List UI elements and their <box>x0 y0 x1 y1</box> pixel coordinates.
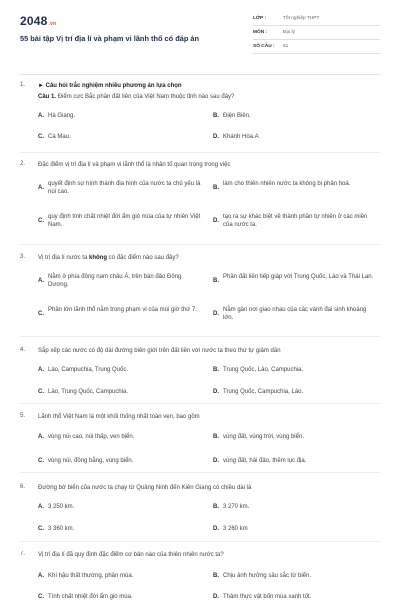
site-logo[interactable] <box>20 14 56 28</box>
option-text: 3 270 km. <box>223 504 250 510</box>
meta-row-class <box>253 12 380 26</box>
option-text: Phần đất liền tiếp giáp với Trung Quốc, Lào và Thái Lan. <box>223 274 374 280</box>
option-text: Cà Mau. <box>48 134 71 140</box>
question-body: Điểm cực Bắc phần đất liền của Việt Nam thuộc tỉnh nào sau đây? <box>57 94 235 100</box>
option-letter: C. <box>38 218 44 224</box>
option-text: Trung Quốc, Lào, Campuchia. <box>223 367 304 373</box>
option-text: Khí hậu thất thường, phân mùa. <box>48 573 134 579</box>
option-letter: D. <box>213 218 219 224</box>
question-number: 6. <box>20 484 26 490</box>
option-letter: A. <box>38 113 44 119</box>
option-text: vùng đất, vùng trời, vùng biển. <box>223 434 304 440</box>
option-text: vùng núi cao, núi thấp, ven biển. <box>48 434 135 440</box>
meta-key: LỚP : <box>253 16 267 21</box>
question-6 <box>20 484 380 539</box>
option-text: Chịu ảnh hưởng sâu sắc từ biển. <box>223 573 312 579</box>
option-letter: C. <box>38 526 44 532</box>
option-letter: C. <box>38 389 44 395</box>
option-letter: D. <box>213 594 219 600</box>
option-text: Tính chất nhiệt đới ẩm gió mùa. <box>48 594 133 600</box>
question-divider <box>20 336 380 337</box>
question-text-start: Vị trí địa lí nước ta <box>38 255 88 261</box>
option-text: Trung Quốc, Campuchia, Lào. <box>223 389 304 395</box>
question-number: 7. <box>20 551 26 557</box>
question-text: Lãnh thổ Việt Nam là một khối thống nhất toàn vẹn, bao gồm <box>38 414 200 420</box>
question-number: 5. <box>20 413 26 419</box>
meta-key: MÔN : <box>253 30 268 35</box>
question-divider <box>20 541 380 542</box>
option-text: Lào, Trung Quốc, Campuchia. <box>48 389 129 395</box>
document-header <box>20 12 380 64</box>
option-letter: A. <box>38 504 44 510</box>
question-text <box>38 254 378 262</box>
option-letter: A. <box>38 278 44 284</box>
option-letter: A. <box>38 573 44 579</box>
option-letter: A. <box>38 367 44 373</box>
question-label: Câu 1. <box>38 94 57 100</box>
logo-suffix: .vn <box>48 21 57 27</box>
question-emphasis: không <box>88 255 107 261</box>
question-divider <box>20 472 380 473</box>
option-letter: D. <box>213 311 219 317</box>
meta-value: Địa lý <box>283 30 295 35</box>
option-text: vùng núi, đồng bằng, vùng biển. <box>48 458 134 464</box>
option-text: 3 260 km <box>223 526 248 532</box>
question-divider <box>20 403 380 404</box>
option-letter: B. <box>213 573 219 579</box>
question-text: Đường bờ biển của nước ta chạy từ Quảng Ninh đến Kiên Giang có chiều dài là <box>38 485 252 491</box>
option-text: Điện Biên. <box>223 113 251 119</box>
option-text: quy định tính chất nhiệt đới ẩm gió mùa của tự nhiên Việt Nam. <box>48 214 201 228</box>
question-number: 2. <box>20 161 26 167</box>
option-letter: D. <box>213 458 219 464</box>
meta-row-count <box>253 40 380 54</box>
option-letter: B. <box>213 185 219 191</box>
option-text: làm cho thiên nhiên nước ta không bị phân hoá. <box>223 181 351 187</box>
option-letter: B. <box>213 278 219 284</box>
option-letter: D. <box>213 526 219 532</box>
option-letter: B. <box>213 504 219 510</box>
question-1 <box>20 82 380 154</box>
option-text: tạo ra sự khác biệt về thành phần tự nhiên ở các miền của nước ta. <box>223 214 368 228</box>
option-letter: C. <box>38 311 44 317</box>
option-letter: D. <box>213 134 219 140</box>
option-text: 3 360 km. <box>48 526 75 532</box>
option-text: Thảm thực vật bốn mùa xanh tốt. <box>223 594 312 600</box>
option-letter: B. <box>213 434 219 440</box>
option-text: Khánh Hòa.A <box>223 134 259 140</box>
question-text: Vị trí địa lí đã quy định đặc điểm cơ bản nào của thiên nhiên nước ta? <box>38 552 224 558</box>
question-4 <box>20 347 380 402</box>
question-divider <box>20 244 380 245</box>
option-letter: B. <box>213 113 219 119</box>
question-2 <box>20 161 380 243</box>
question-section-heading: ► Câu hỏi trắc nghiệm nhiều phương án lựa chọn <box>38 83 182 89</box>
option-letter: C. <box>38 594 44 600</box>
option-text: Nằm gần nơi giao nhau của các vành đai sinh khoáng lớn. <box>223 307 367 321</box>
question-number: 1. <box>20 82 26 88</box>
logo-main: 2048 <box>20 14 48 28</box>
option-text: Phần lớn lãnh thổ nằm trong phạm vi của múi giờ thứ 7. <box>48 307 197 313</box>
option-text: vùng đất, hải đảo, thềm lục địa. <box>223 458 307 464</box>
option-text: quyết định sự hình thành địa hình của nước ta chủ yếu là núi cao. <box>48 181 201 195</box>
question-number: 3. <box>20 254 26 260</box>
option-letter: D. <box>213 389 219 395</box>
question-text-end: có đặc điểm nào sau đây? <box>108 255 179 261</box>
question-text: Đặc điểm vị trí địa lí và phạm vi lãnh thổ là nhân tố quan trọng trong việc <box>38 162 231 168</box>
option-letter: C. <box>38 458 44 464</box>
meta-row-subject <box>253 26 380 40</box>
question-text <box>38 93 378 101</box>
option-text: Hà Giang. <box>48 113 76 119</box>
option-text: Nằm ở phía đông nam châu Á, trên bán đảo Đông Dương. <box>48 274 182 288</box>
option-letter: C. <box>38 134 44 140</box>
meta-table <box>253 12 380 54</box>
document-title: 55 bài tập Vị trí địa lí và phạm vi lãnh thổ có đáp án <box>20 34 200 43</box>
header-divider <box>20 74 380 75</box>
meta-key: SỐ CÂU : <box>253 44 275 49</box>
question-number: 4. <box>20 347 26 353</box>
option-text: 3 250 km. <box>48 504 75 510</box>
option-letter: A. <box>38 185 44 191</box>
question-text: Sắp xếp các nước có độ dài đường biên giới trên đất liền với nước ta theo thứ tự giảm dần <box>38 348 281 354</box>
option-letter: A. <box>38 434 44 440</box>
meta-value: 61 <box>283 44 289 49</box>
question-3 <box>20 254 380 336</box>
meta-value: Tốt nghiệp THPT <box>283 16 320 21</box>
option-text: Lào, Campuchia, Trung Quốc. <box>48 367 129 373</box>
option-letter: B. <box>213 367 219 373</box>
question-7 <box>20 551 380 600</box>
question-divider <box>20 152 380 153</box>
question-5 <box>20 413 380 468</box>
